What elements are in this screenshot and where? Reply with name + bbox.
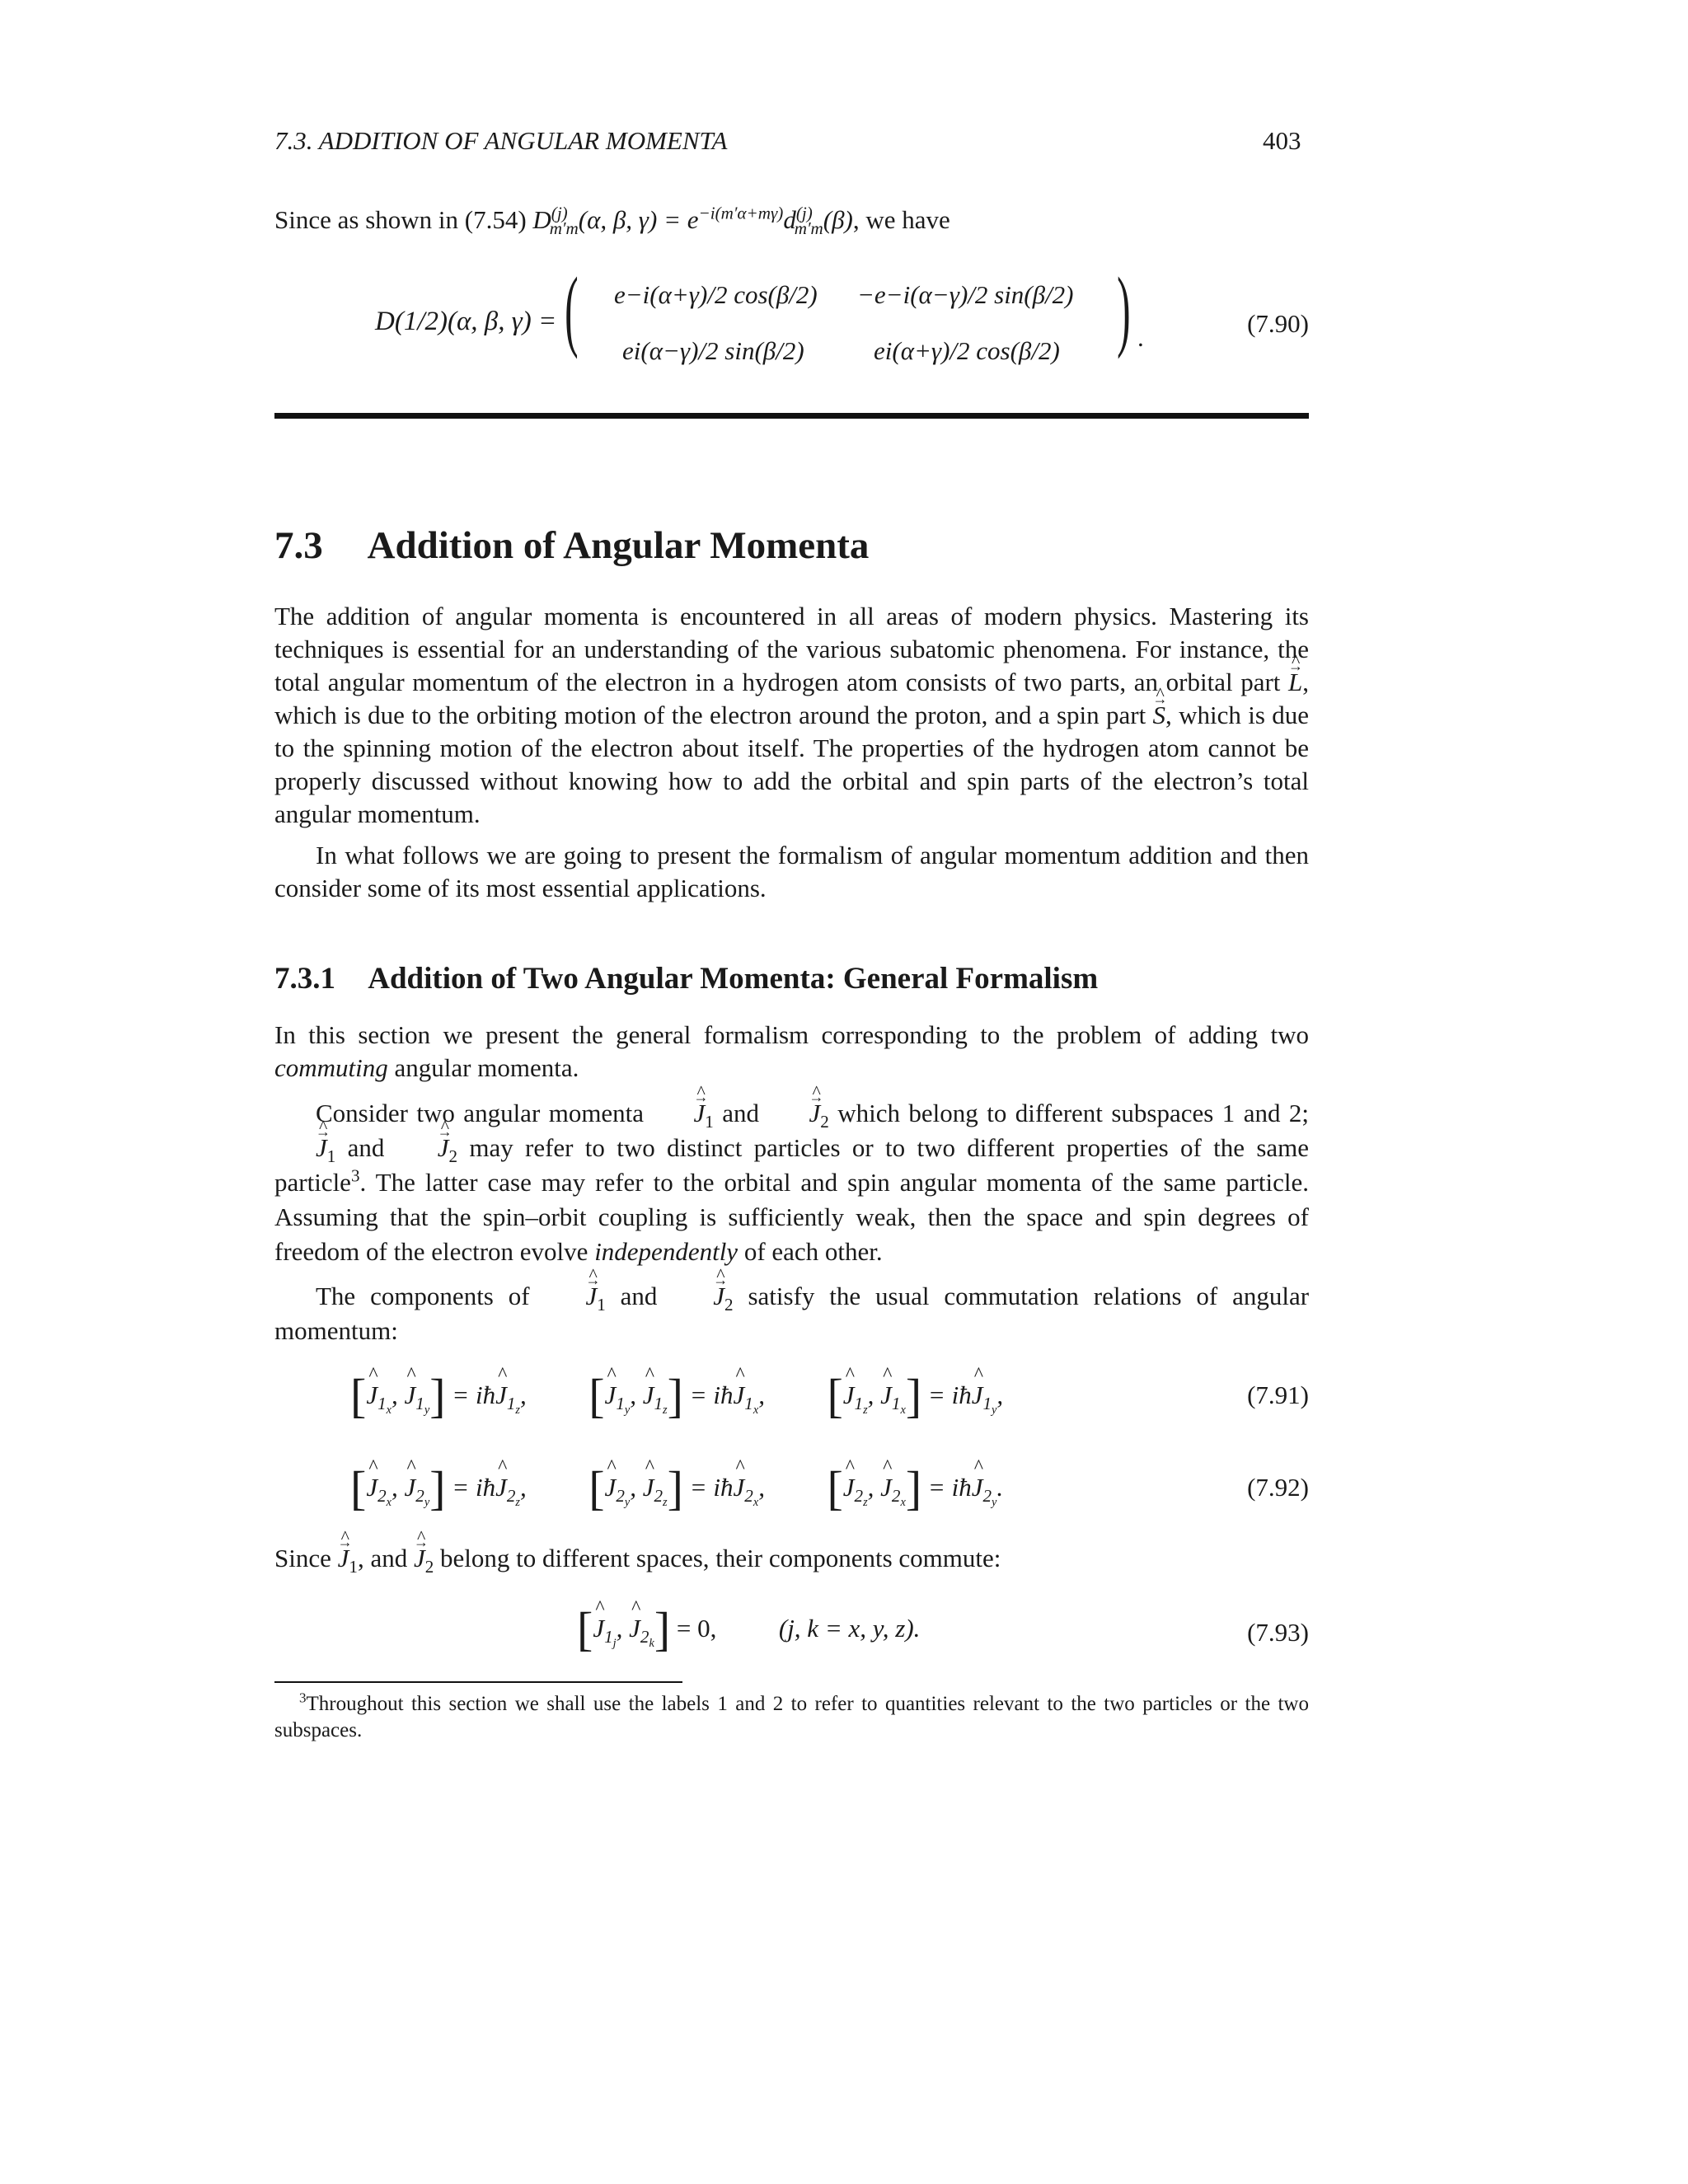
paragraph-1: The addition of angular momenta is encountered in all areas of modern physics. Mastering its techniques is essential for an understanding of the various subatomic phenomena. For instance, the total angular momentum of the electron in a hydrogen atom consists of two parts, an orbital part ^ L →, which is due to the orbiting motion of the electron around the proton, and a spin part ^ S →, which is due to the spinning motion of the electron about itself. The properties of the hydrogen atom cannot be properly discussed without knowing how to add the orbital and spin parts of the electron’s total angular momentum. bbox=[274, 600, 1309, 831]
eq790-r1c1: e−i(α+γ)/2 cos(β/2) bbox=[614, 280, 818, 309]
equation-7-93: [^ $J_{1_j}$, ^ $J_{2_k}] = 0$, (j, k = x, y, z). bbox=[577, 1601, 920, 1657]
subsection-title: Addition of Two Angular Momenta: General Formalism bbox=[368, 962, 1099, 996]
section-title: Addition of Angular Momenta bbox=[367, 524, 870, 567]
section-divider-rule bbox=[274, 413, 1309, 419]
section-heading bbox=[274, 523, 869, 568]
sub-paragraph-3: The components of ^ $J \to_1$ and ^ $J \to_2$ satisfy the usual commutation relations of angular momentum: bbox=[274, 1279, 1309, 1348]
footnote-text: Throughout this section we shall use the labels 1 and 2 to refer to quantities relevant to the two particles or the two subspaces. bbox=[274, 1693, 1309, 1741]
eq790-right-paren: ) bbox=[1117, 259, 1131, 359]
eq790-r1c2: −e−i(α−γ)/2 sin(β/2) bbox=[857, 280, 1074, 309]
sub-paragraph-2: Consider two angular momenta ^ $J \to_1$ and ^ $J \to_2$ which belong to different subspaces 1 and 2; ^ $J \to_1$ and ^ $J \to_2$ may refer to two distinct particles or to two different properties of the same particle$^3$. The latter case may refer to the orbital and spin angular momenta of the same particle. Assuming that the spin–orbit coupling is sufficiently weak, then the space and spin degrees of freedom of the electron evolve independently of each other. bbox=[274, 1096, 1309, 1269]
intro-line: Since as shown in (7.54) $D^{(j)}_{m'm}(\alpha$, β, $\gamma) = e^{-i(m'\alpha+m\gamma)}d^{(j)}_{m'm}(\beta)$, we have bbox=[274, 203, 950, 239]
subsection-heading bbox=[274, 961, 1098, 996]
eq790-r2c1: ei(α−γ)/2 sin(β/2) bbox=[622, 336, 804, 365]
eq-number-7-91: (7.91) bbox=[1247, 1380, 1309, 1409]
running-header bbox=[274, 126, 727, 156]
section-number: 7.3 bbox=[274, 524, 323, 567]
footnote bbox=[274, 1691, 1309, 1744]
spin-S-symbol: ^ S → bbox=[1153, 699, 1166, 732]
eq-number-7-90: (7.90) bbox=[1247, 309, 1309, 338]
sub-paragraph-1: In this section we present the general formalism corresponding to the problem of adding two commuting angular momenta. bbox=[274, 1020, 1309, 1082]
paragraph-2: In what follows we are going to present the formalism of angular momentum addition and then consider some of its most essential applications. bbox=[274, 841, 1309, 902]
subsection-number: 7.3.1 bbox=[274, 962, 335, 996]
equation-7-90: D(1/2)(α, β, γ) = ( e−i(α+γ)/2 cos(β/2) −e−i(α−γ)/2 sin(β/2) ei(α−γ)/2 sin(β/2) ei(α+γ)/2 cos(β/2) ) . bbox=[375, 259, 1144, 365]
eq-number-7-92: (7.92) bbox=[1247, 1473, 1309, 1502]
footnote-ref-3: 3 bbox=[350, 1165, 360, 1186]
equation-7-91: [^ $J_{1_x}$, ^ $J_{1_y}$] = iħ^ $J_{1_z}$, [^ $J_{1_y}$, ^ $J_{1_z}$] = iħ^ $J_{1_x}$, [^ $J_{1_z}$, ^ $J_{1_x}$] = iħ^ $J_{1_y}$, bbox=[350, 1368, 1003, 1423]
eq790-r2c2: ei(α+γ)/2 cos(β/2) bbox=[874, 336, 1060, 365]
eq790-left-paren: ( bbox=[565, 259, 579, 359]
footnote-mark: 3 bbox=[299, 1690, 307, 1706]
equation-7-92: [^ $J_{2_x}$, ^ $J_{2_y}$] = iħ^ $J_{2_z}$, [^ $J_{2_y}$, ^ $J_{2_z}$] = iħ^ $J_{2_x}$, [^ $J_{2_z}$, ^ $J_{2_x}$] = iħ^ $J_{2_y}$. bbox=[350, 1460, 1003, 1516]
orbital-L-symbol: ^ L → bbox=[1288, 666, 1302, 699]
eq-number-7-93: (7.93) bbox=[1247, 1618, 1309, 1647]
header-section: 7.3. ADDITION OF ANGULAR MOMENTA bbox=[274, 126, 728, 155]
footnote-rule bbox=[274, 1681, 682, 1683]
eq790-lhs: D(1/2)(α, β, γ) = bbox=[375, 307, 557, 336]
page-number: 403 bbox=[1263, 126, 1301, 155]
since-line: Since ^ $J \to_1$, and ^ $J \to_2$ belong to different spaces, their components commute: bbox=[274, 1542, 1001, 1575]
